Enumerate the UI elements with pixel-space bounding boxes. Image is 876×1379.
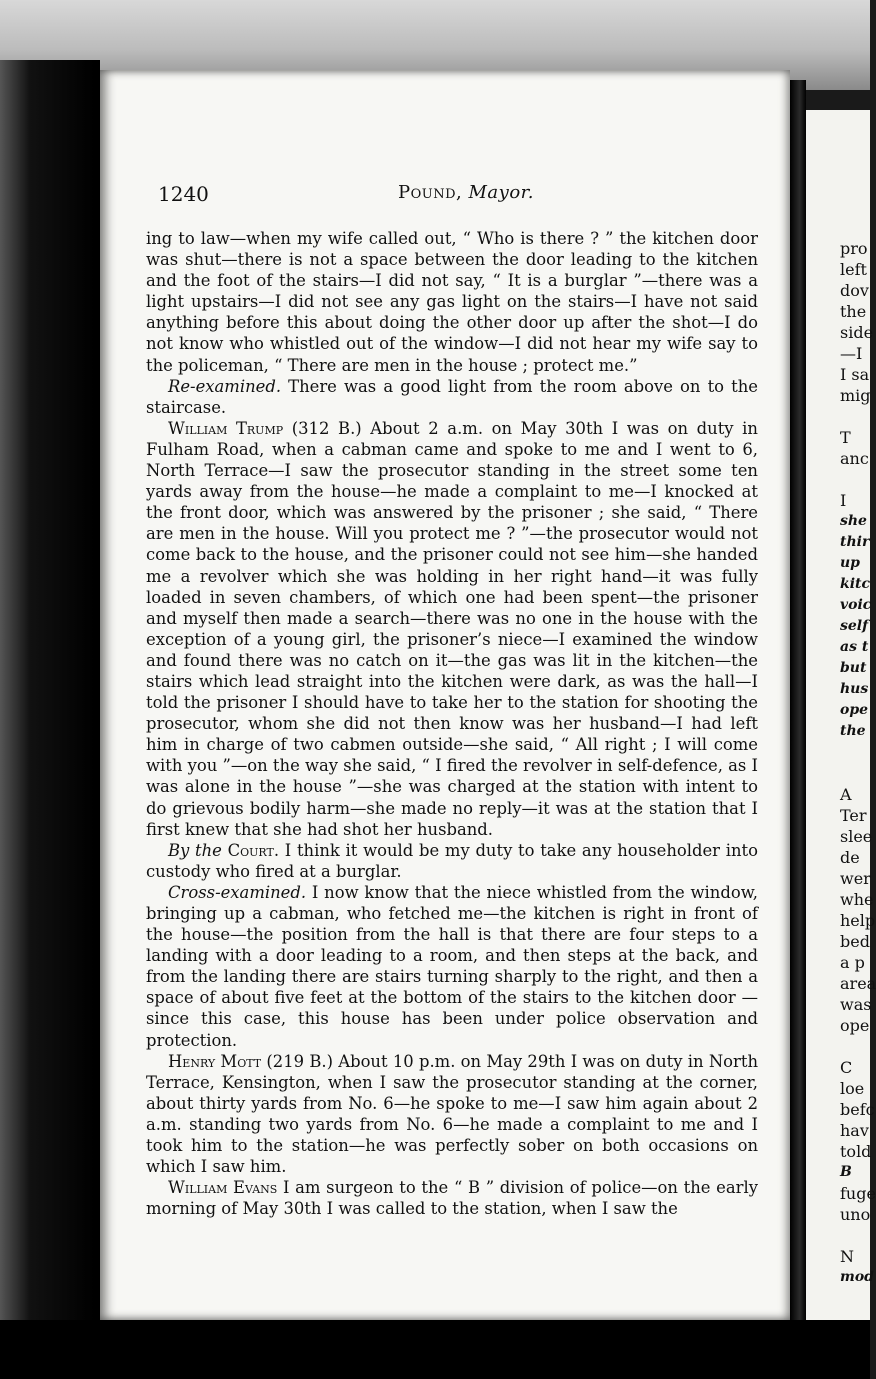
facing-page-line: befc <box>840 1100 875 1119</box>
facing-page-line: hus <box>840 681 869 697</box>
witness-badge: (219 B.) <box>261 1051 339 1071</box>
facing-page-line: I sa <box>840 365 870 384</box>
facing-page-line: pro <box>840 239 868 258</box>
paragraph-by-the-court <box>146 840 758 882</box>
paragraph-witness-trump <box>146 418 758 840</box>
facing-page-line: self <box>840 618 869 634</box>
paragraph-text: About 10 p.m. on May 29th I was on duty in North Terrace, Kensington, when I saw the prosecutor standing at the corner, about thirty yards from No. 6—he spoke to me—I saw him again about 2 a.m. standing two yards from No. 6—he made a complaint to me and I took him to the station—he was perfectly sober on both occasions on which I saw him. <box>146 1051 759 1177</box>
facing-page-line: T <box>840 428 851 447</box>
facing-page-line: area <box>840 974 876 993</box>
paragraph-text: There was a good light from the room above on to the staircase. <box>146 376 758 417</box>
facing-page-line: mig <box>840 386 871 405</box>
section-label: Re-examined. <box>168 376 282 396</box>
paragraph-continued: ing to law—when my wife called out, “ Who is there ? ” the kitchen door was shut—there is not a space between the door leading to the kitchen and the foot of the stairs—I did not say, “ It is a burglar ”—there was a light upstairs—I did not see any gas light on the stairs—I have not said anything before this about doing the other door up after the shot—I do not know who whistled out of the window—I did not hear my wife say to the policeman, “ There are men in the house ; protect me.” <box>146 229 758 375</box>
page-number: 1240 <box>158 182 209 206</box>
paragraph-text: I am surgeon to the “ B ” division of police—on the early morning of May 30th I was called to the station, when I saw the <box>146 1178 758 1219</box>
facing-page-line <box>840 763 876 784</box>
facing-page-line: I <box>840 491 847 510</box>
facing-page-line: —I <box>840 344 863 363</box>
facing-page-line: anc <box>840 449 869 468</box>
paragraph-witness-evans <box>146 1177 758 1219</box>
facing-page-line: kitc <box>840 576 871 592</box>
facing-page-line: uno <box>840 1205 871 1224</box>
facing-page-line: she <box>840 513 867 529</box>
facing-page-line: hav <box>840 1121 869 1140</box>
facing-page <box>806 110 876 1340</box>
running-head <box>158 182 766 212</box>
facing-page-line: told <box>840 1142 872 1161</box>
facing-page-line: mod <box>840 1269 874 1285</box>
facing-page-line: A <box>840 785 852 804</box>
facing-page-line: help <box>840 911 876 930</box>
facing-page-line: C <box>840 1058 853 1077</box>
facing-page-line <box>840 742 876 763</box>
facing-page-line <box>840 1036 876 1057</box>
book-cover-edge <box>0 60 100 1379</box>
running-title-name: Pound, <box>398 182 463 203</box>
facing-page-line: the <box>840 302 867 321</box>
book-gutter <box>790 80 806 1340</box>
facing-page-line: whe <box>840 890 874 909</box>
facing-page-line: the <box>840 723 866 739</box>
section-label: Cross-examined. <box>168 882 307 902</box>
page-body <box>146 228 758 1219</box>
court-label: Court. <box>227 840 280 860</box>
facing-page-line: B <box>840 1164 852 1180</box>
facing-page-line <box>840 1225 876 1246</box>
paragraph-text: About 2 a.m. on May 30th I was on duty in Fulham Road, when a cabman came and spoke to me and I went to 6, North Terrace—I saw the prosecutor standing in the street some ten yards away from the house—he made a complaint to me—I knocked at the front door, which was answered by the prisoner ; she said, “ There are men in the house. Will you protect me ? ”—the prosecutor would not come back to the house, and the prisoner could not see him—she handed me a revolver which she was holding in her right hand—it was fully loaded in seven chambers, of which one had been spent—the prisoner and myself then made a search—there was no one in the house with the exception of a young girl, the prisoner’s niece—I examined the window and found there was no catch on it—the gas was lit in the kitchen—the stairs which lead straight into the kitchen were dark, as was the hall—I told the prisoner I should have to take her to the station for shooting the prosecutor, whom she did not then know was her husband—I had left him in charge of two cabmen outside—she said, “ All right ; I will come with you ”—on the way she said, “ I fired the revolver in self-defence, as I was alone in the house ”—she was charged at the station with intent to do grievous bodily harm—she made no reply—it was at the station that I first knew that she had shot her husband. <box>146 418 758 839</box>
witness-badge: (312 B.) <box>283 418 371 438</box>
facing-page-line: thir <box>840 534 870 550</box>
paragraph-text: I now know that the niece whistled from the window, bringing up a cabman, who fetched me—the kitchen is right in front of the house—the position from the hall is that there are four steps to a landing with a door leading to a room, and then steps at the back, and from the landing there are stairs turning sharply to the right, and then a space of about five feet at the bottom of the stairs to the kitchen door —since this case, this house has been under police observation and protection. <box>146 882 758 1050</box>
facing-page-line: Ter <box>840 806 867 825</box>
facing-page-line: fuge <box>840 1184 876 1203</box>
witness-name: William Evans <box>168 1178 278 1198</box>
facing-page-line: was <box>840 995 872 1014</box>
facing-page-line: up <box>840 555 860 571</box>
facing-page-line <box>840 469 876 490</box>
facing-page-line: ope <box>840 702 869 718</box>
facing-page-line: de <box>840 848 860 867</box>
facing-page-line: bed <box>840 932 870 951</box>
facing-page-line: a p <box>840 953 865 972</box>
running-title <box>398 182 534 203</box>
facing-page-line: ope <box>840 1016 870 1035</box>
facing-page-line <box>840 406 876 427</box>
facing-page-line: dov <box>840 281 869 300</box>
facing-page-line: but <box>840 660 867 676</box>
facing-page-line: N <box>840 1247 854 1266</box>
facing-page-line: side <box>840 323 874 342</box>
facing-page-line: loe <box>840 1079 865 1098</box>
paragraph-re-examined <box>146 376 758 418</box>
paragraph-text: I think it would be my duty to take any householder into custody who fired at a burglar. <box>146 840 758 881</box>
section-label: By the <box>168 840 222 860</box>
facing-page-line: wer <box>840 869 871 888</box>
witness-name: Henry Mott <box>168 1051 262 1071</box>
scanner-bottom <box>0 1320 870 1379</box>
paragraph-cross-examined <box>146 882 758 1051</box>
witness-name: William Trump <box>168 418 284 438</box>
running-title-role: Mayor. <box>468 182 535 203</box>
facing-page-text <box>840 238 876 1288</box>
paragraph-witness-mott <box>146 1051 758 1178</box>
facing-page-line: voic <box>840 597 872 613</box>
facing-page-line: as t <box>840 639 869 655</box>
facing-page-line: slee <box>840 827 873 846</box>
facing-page-line: left <box>840 260 867 279</box>
